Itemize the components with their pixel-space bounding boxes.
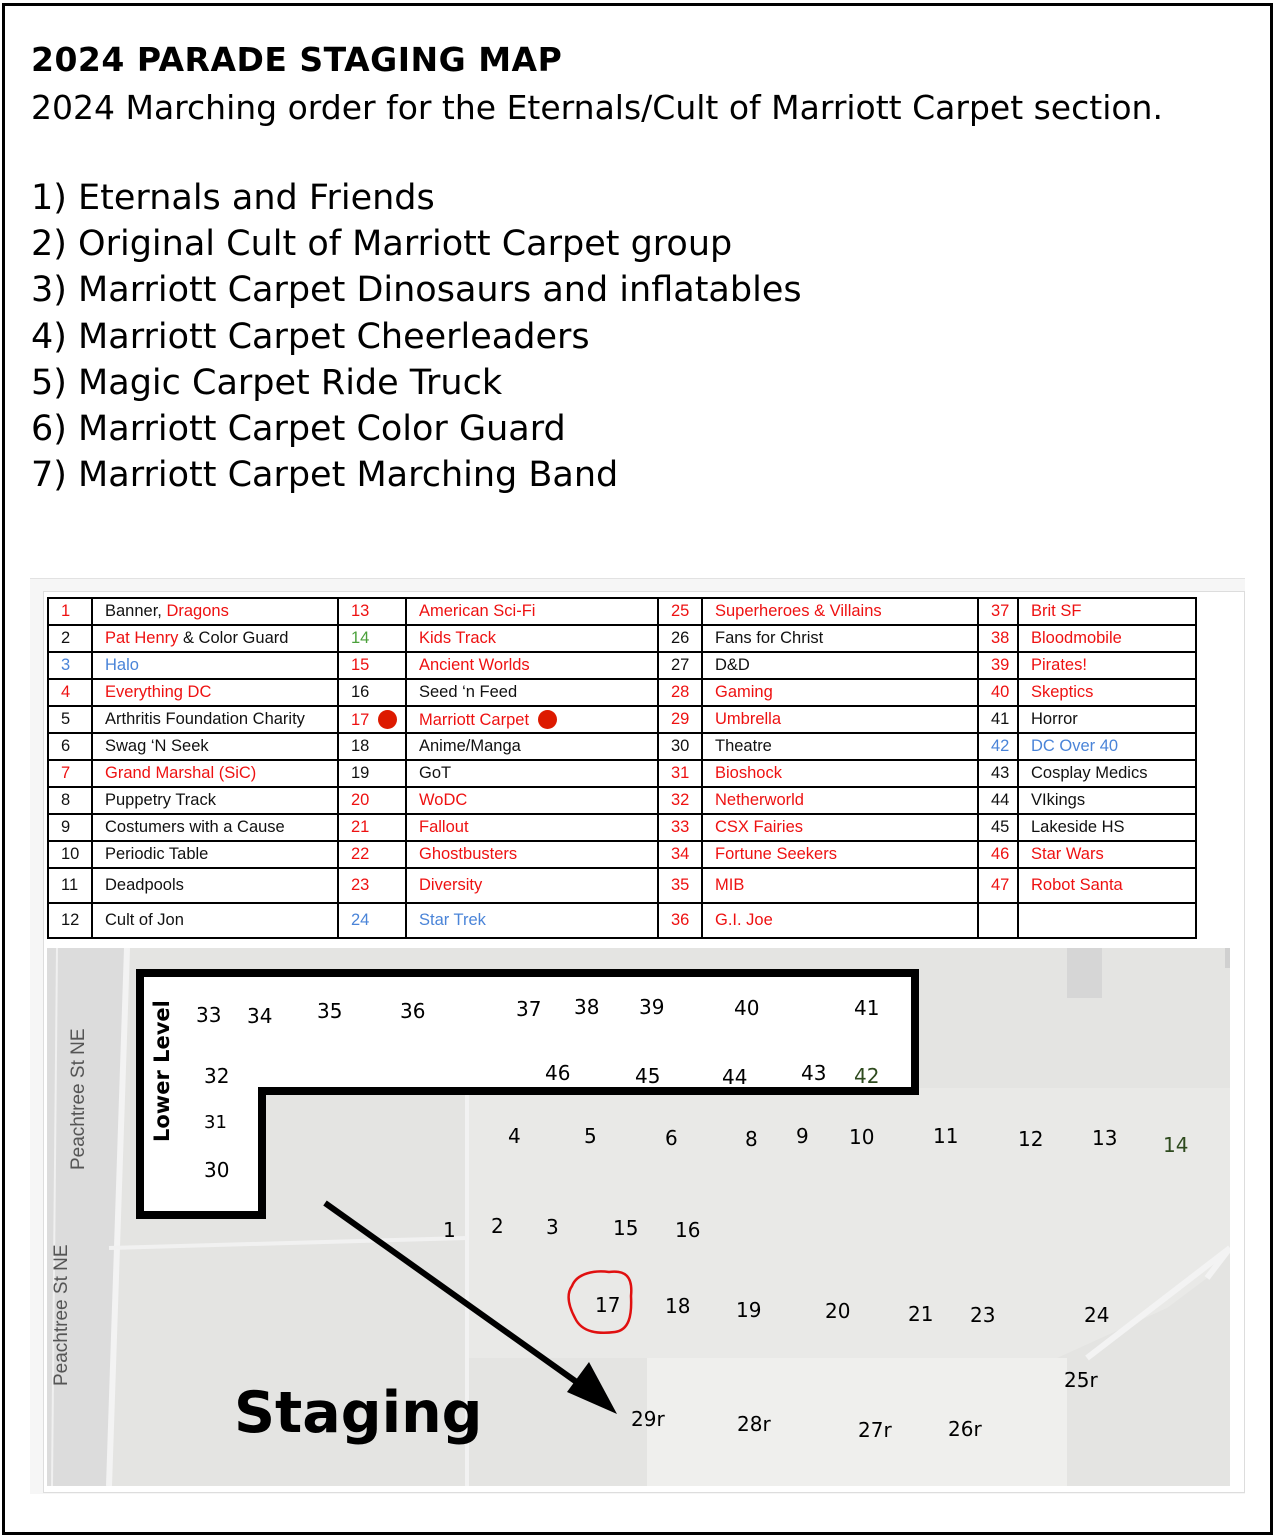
roster-number: 35 bbox=[658, 868, 702, 903]
roster-group-name: Marriott Carpet bbox=[406, 706, 658, 733]
roster-group-name: Cosplay Medics bbox=[1018, 760, 1196, 787]
staging-spot-label: 16 bbox=[675, 1218, 701, 1242]
staging-spot-label: 6 bbox=[665, 1126, 678, 1150]
marching-order-list bbox=[31, 178, 802, 501]
roster-number: 45 bbox=[978, 814, 1018, 841]
roster-row bbox=[48, 706, 1196, 733]
roster-number: 5 bbox=[48, 706, 92, 733]
roster-group-name: Lakeside HS bbox=[1018, 814, 1196, 841]
roster-number: 37 bbox=[978, 598, 1018, 625]
roster-group-name: Seed ‘n Feed bbox=[406, 679, 658, 706]
roster-group-name: Bioshock bbox=[702, 760, 978, 787]
roster-number: 39 bbox=[978, 652, 1018, 679]
staging-spot-label: 24 bbox=[1084, 1303, 1110, 1327]
staging-spot-label: 25r bbox=[1064, 1368, 1098, 1392]
roster-number: 31 bbox=[658, 760, 702, 787]
roster-group-name: Ghostbusters bbox=[406, 841, 658, 868]
roster-group-name: Costumers with a Cause bbox=[92, 814, 338, 841]
roster-group-name: Star Trek bbox=[406, 903, 658, 938]
highlight-dot-icon bbox=[378, 710, 397, 729]
roster-group-name: G.I. Joe bbox=[702, 903, 978, 938]
staging-spot-label: 12 bbox=[1018, 1127, 1044, 1151]
roster-number: 21 bbox=[338, 814, 406, 841]
roster-group-name: Superheroes & Villains bbox=[702, 598, 978, 625]
marching-order-item: 4) Marriott Carpet Cheerleaders bbox=[31, 316, 590, 357]
roster-row bbox=[48, 733, 1196, 760]
staging-spot-label: 14 bbox=[1163, 1133, 1189, 1157]
roster-group-name: Swag ‘N Seek bbox=[92, 733, 338, 760]
roster-group-name: Everything DC bbox=[92, 679, 338, 706]
staging-spot-label: 5 bbox=[584, 1124, 597, 1148]
roster-number: 8 bbox=[48, 787, 92, 814]
roster-number: 32 bbox=[658, 787, 702, 814]
staging-spot-label: 35 bbox=[317, 999, 343, 1023]
staging-map bbox=[47, 948, 1230, 1486]
roster-number: 29 bbox=[658, 706, 702, 733]
staging-spot-label: 34 bbox=[247, 1004, 273, 1028]
group-roster-table bbox=[47, 597, 1197, 939]
roster-group-name: American Sci-Fi bbox=[406, 598, 658, 625]
roster-number: 11 bbox=[48, 868, 92, 903]
roster-group-name: Puppetry Track bbox=[92, 787, 338, 814]
roster-number: 40 bbox=[978, 679, 1018, 706]
roster-number: 44 bbox=[978, 787, 1018, 814]
roster-number: 36 bbox=[658, 903, 702, 938]
roster-group-name bbox=[1018, 903, 1196, 938]
staging-spot-label: 42 bbox=[854, 1064, 880, 1088]
roster-group-name: MIB bbox=[702, 868, 978, 903]
roster-number: 43 bbox=[978, 760, 1018, 787]
roster-group-name: Skeptics bbox=[1018, 679, 1196, 706]
roster-group-name: Umbrella bbox=[702, 706, 978, 733]
roster-row bbox=[48, 679, 1196, 706]
roster-group-name: Pat Henry & Color Guard bbox=[92, 625, 338, 652]
roster-number: 20 bbox=[338, 787, 406, 814]
marching-order-item: 5) Magic Carpet Ride Truck bbox=[31, 362, 503, 403]
staging-spot-label: 28r bbox=[737, 1412, 771, 1436]
staging-spot-label: 23 bbox=[970, 1303, 996, 1327]
staging-spot-label: 10 bbox=[849, 1125, 875, 1149]
staging-spot-label: 40 bbox=[734, 996, 760, 1020]
roster-group-name: Diversity bbox=[406, 868, 658, 903]
staging-spot-label: 20 bbox=[825, 1299, 851, 1323]
staging-spot-label: 29r bbox=[631, 1407, 665, 1431]
roster-number: 23 bbox=[338, 868, 406, 903]
roster-group-name: VIkings bbox=[1018, 787, 1196, 814]
roster-number: 42 bbox=[978, 733, 1018, 760]
roster-number: 15 bbox=[338, 652, 406, 679]
roster-group-name: Robot Santa bbox=[1018, 868, 1196, 903]
roster-group-name: Periodic Table bbox=[92, 841, 338, 868]
roster-group-name: Gaming bbox=[702, 679, 978, 706]
roster-row bbox=[48, 625, 1196, 652]
roster-number: 12 bbox=[48, 903, 92, 938]
staging-spot-label: 13 bbox=[1092, 1126, 1118, 1150]
staging-spot-label: 37 bbox=[516, 997, 542, 1021]
staging-spot-label: 44 bbox=[722, 1065, 748, 1089]
staging-spot-label: 1 bbox=[443, 1218, 456, 1242]
roster-number: 33 bbox=[658, 814, 702, 841]
roster-number: 25 bbox=[658, 598, 702, 625]
roster-number: 17 bbox=[338, 706, 406, 733]
staging-spot-label: 15 bbox=[613, 1216, 639, 1240]
page-subtitle: 2024 Marching order for the Eternals/Cult of Marriott Carpet section. bbox=[31, 88, 1163, 127]
roster-row bbox=[48, 598, 1196, 625]
roster-number: 14 bbox=[338, 625, 406, 652]
staging-spot-label: 21 bbox=[908, 1302, 934, 1326]
roster-group-name: Fortune Seekers bbox=[702, 841, 978, 868]
staging-label: Staging bbox=[234, 1380, 483, 1446]
roster-group-name: Ancient Worlds bbox=[406, 652, 658, 679]
staging-spot-label: 8 bbox=[745, 1127, 758, 1151]
roster-number: 4 bbox=[48, 679, 92, 706]
roster-number: 13 bbox=[338, 598, 406, 625]
roster-number: 28 bbox=[658, 679, 702, 706]
roster-group-name: WoDC bbox=[406, 787, 658, 814]
roster-number: 3 bbox=[48, 652, 92, 679]
roster-number: 6 bbox=[48, 733, 92, 760]
roster-group-name: Theatre bbox=[702, 733, 978, 760]
staging-spot-label: 38 bbox=[574, 995, 600, 1019]
marching-order-item: 2) Original Cult of Marriott Carpet group bbox=[31, 224, 733, 265]
roster-group-name: Halo bbox=[92, 652, 338, 679]
staging-spot-label: 31 bbox=[204, 1112, 227, 1133]
roster-row bbox=[48, 652, 1196, 679]
staging-spot-label: 27r bbox=[858, 1418, 892, 1442]
roster-number bbox=[978, 903, 1018, 938]
roster-group-name: CSX Fairies bbox=[702, 814, 978, 841]
staging-spot-label: 32 bbox=[204, 1064, 230, 1088]
roster-group-name: Arthritis Foundation Charity bbox=[92, 706, 338, 733]
roster-group-name: Fallout bbox=[406, 814, 658, 841]
roster-group-name: Netherworld bbox=[702, 787, 978, 814]
roster-number: 19 bbox=[338, 760, 406, 787]
roster-group-name: Kids Track bbox=[406, 625, 658, 652]
roster-number: 30 bbox=[658, 733, 702, 760]
staging-spot-label: 45 bbox=[635, 1064, 661, 1088]
roster-row bbox=[48, 787, 1196, 814]
marching-order-item: 6) Marriott Carpet Color Guard bbox=[31, 408, 566, 449]
roster-group-name: Cult of Jon bbox=[92, 903, 338, 938]
staging-spot-label: 18 bbox=[665, 1294, 691, 1318]
staging-spot-label: 2 bbox=[491, 1214, 504, 1238]
street-label-top: Peachtree St NE bbox=[68, 1028, 89, 1170]
lower-level-label: Lower Level bbox=[150, 1000, 174, 1142]
roster-number: 10 bbox=[48, 841, 92, 868]
roster-group-name: Grand Marshal (SiC) bbox=[92, 760, 338, 787]
roster-number: 1 bbox=[48, 598, 92, 625]
roster-number: 26 bbox=[658, 625, 702, 652]
roster-group-name: Deadpools bbox=[92, 868, 338, 903]
marching-order-item: 7) Marriott Carpet Marching Band bbox=[31, 455, 619, 496]
highlight-dot-icon bbox=[538, 710, 557, 729]
staging-spot-label: 33 bbox=[196, 1003, 222, 1027]
staging-spot-label: 41 bbox=[854, 996, 880, 1020]
staging-spot-label: 46 bbox=[545, 1061, 571, 1085]
roster-group-name: Anime/Manga bbox=[406, 733, 658, 760]
roster-group-name: Pirates! bbox=[1018, 652, 1196, 679]
roster-number: 41 bbox=[978, 706, 1018, 733]
roster-row bbox=[48, 814, 1196, 841]
staging-spot-label: 4 bbox=[508, 1124, 521, 1148]
roster-group-name: DC Over 40 bbox=[1018, 733, 1196, 760]
roster-number: 18 bbox=[338, 733, 406, 760]
roster-number: 9 bbox=[48, 814, 92, 841]
staging-spot-label: 43 bbox=[801, 1061, 827, 1085]
roster-number: 2 bbox=[48, 625, 92, 652]
roster-group-name: D&D bbox=[702, 652, 978, 679]
roster-group-name: GoT bbox=[406, 760, 658, 787]
staging-spot-label: 26r bbox=[948, 1417, 982, 1441]
roster-number: 7 bbox=[48, 760, 92, 787]
roster-group-name: Brit SF bbox=[1018, 598, 1196, 625]
staging-spot-label: 3 bbox=[546, 1215, 559, 1239]
roster-group-name: Banner, Dragons bbox=[92, 598, 338, 625]
roster-number: 47 bbox=[978, 868, 1018, 903]
staging-spot-label: 36 bbox=[400, 999, 426, 1023]
map-background bbox=[47, 948, 1230, 1486]
roster-number: 46 bbox=[978, 841, 1018, 868]
roster-group-name: Bloodmobile bbox=[1018, 625, 1196, 652]
roster-group-name: Horror bbox=[1018, 706, 1196, 733]
roster-number: 22 bbox=[338, 841, 406, 868]
roster-number: 34 bbox=[658, 841, 702, 868]
marching-order-item: 1) Eternals and Friends bbox=[31, 178, 435, 218]
roster-row bbox=[48, 903, 1196, 938]
street-label-bottom: Peachtree St NE bbox=[51, 1244, 72, 1386]
staging-spot-label: 30 bbox=[204, 1158, 230, 1182]
staging-spot-label: 9 bbox=[796, 1124, 809, 1148]
roster-number: 38 bbox=[978, 625, 1018, 652]
roster-group-name: Fans for Christ bbox=[702, 625, 978, 652]
roster-number: 27 bbox=[658, 652, 702, 679]
roster-number: 24 bbox=[338, 903, 406, 938]
staging-spot-label: 17 bbox=[595, 1293, 621, 1317]
staging-spot-label: 19 bbox=[736, 1298, 762, 1322]
roster-row bbox=[48, 760, 1196, 787]
roster-row bbox=[48, 868, 1196, 903]
roster-number: 16 bbox=[338, 679, 406, 706]
staging-spot-label: 39 bbox=[639, 995, 665, 1019]
roster-row bbox=[48, 841, 1196, 868]
marching-order-item: 3) Marriott Carpet Dinosaurs and inflatables bbox=[31, 270, 802, 311]
staging-spot-label: 11 bbox=[933, 1124, 959, 1148]
page-title: 2024 PARADE STAGING MAP bbox=[31, 40, 563, 79]
roster-group-name: Star Wars bbox=[1018, 841, 1196, 868]
